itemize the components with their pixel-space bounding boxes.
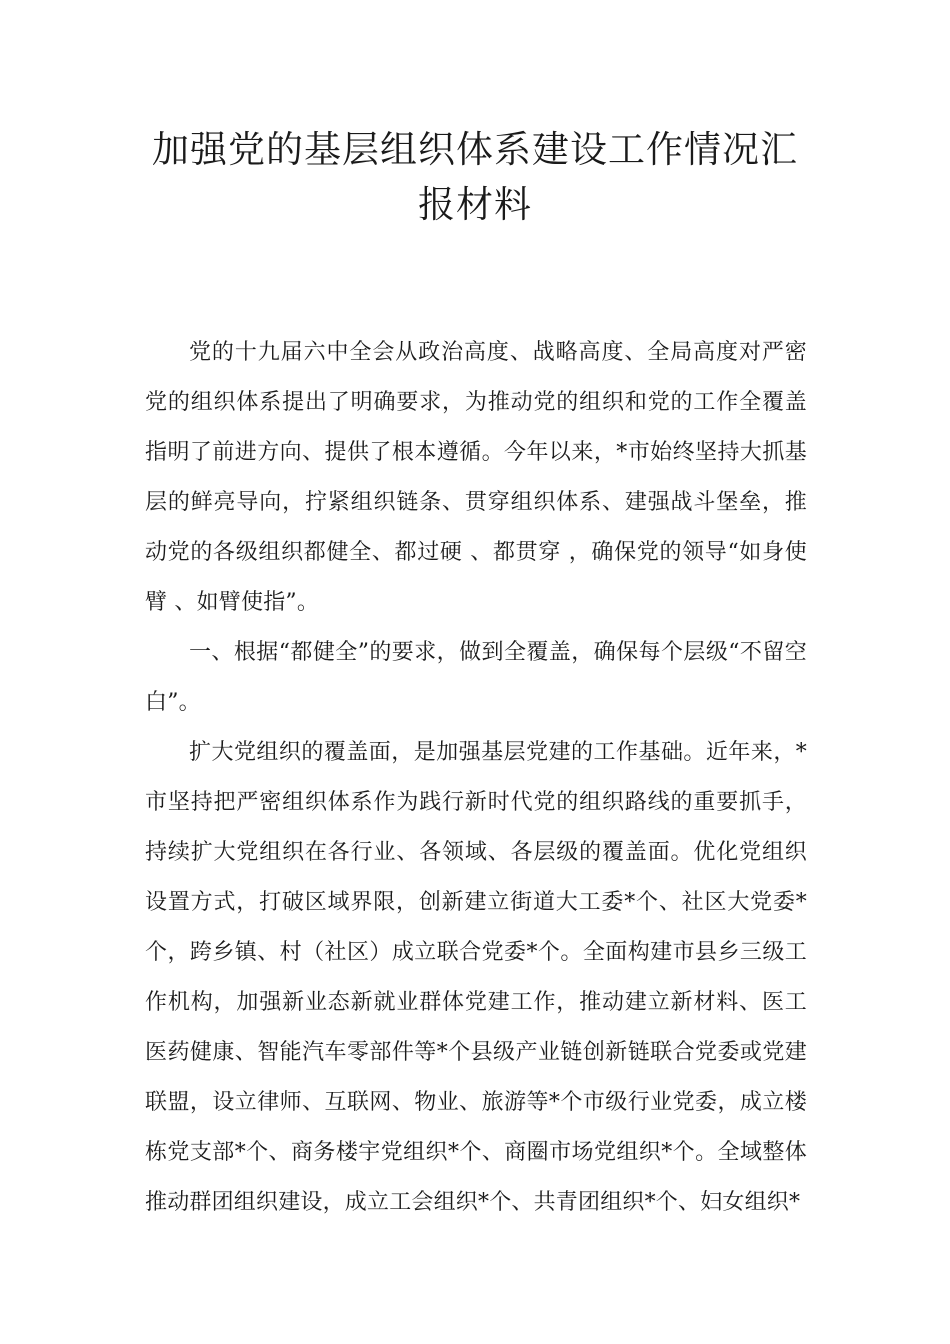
- document-title: [140, 122, 810, 232]
- title-line-1: 加强党的基层组织体系建设工作情况汇: [152, 128, 798, 171]
- paragraph-intro: 党的十九届六中全会从政治高度、战略高度、全局高度对严密党的组织体系提出了明确要求，为推动党的组织和党的工作全覆盖指明了前进方向、提供了根本遵循。今年以来，*市始终坚持大抓基层的鲜亮导向，拧紧组织链条、贯穿组织体系、建强战斗堡垒，推动党的各级组织都健全、都过硬 、都贯穿 ，确保党的领导“如身使臂 、如臂使指”。: [145, 340, 807, 615]
- paragraph-section-1: 扩大党组织的覆盖面，是加强基层党建的工作基础。近年来，*市坚持把严密组织体系作为践行新时代党的组织路线的重要抓手，持续扩大党组织在各行业、各领域、各层级的覆盖面。优化党组织设置方式，打破区域界限，创新建立街道大工委*个、社区大党委*个，跨乡镇、村（社区）成立联合党委*个。全面构建市县乡三级工作机构，加强新业态新就业群体党建工作，推动建立新材料、医工医药健康、智能汽车零部件等*个县级产业链创新链联合党委或党建联盟，设立律师、互联网、物业、旅游等*个市级行业党委，成立楼栋党支部*个、商务楼宇党组织*个、商圈市场党组织*个。全域整体推动群团组织建设，成立工会组织*个、共青团组织*个、妇女组织*: [145, 740, 807, 1215]
- title-line-2: 报材料: [418, 183, 532, 226]
- document-body: [145, 328, 807, 1228]
- section-heading-1: 一、根据“都健全”的要求，做到全覆盖，确保每个层级“不留空白”。: [145, 640, 807, 715]
